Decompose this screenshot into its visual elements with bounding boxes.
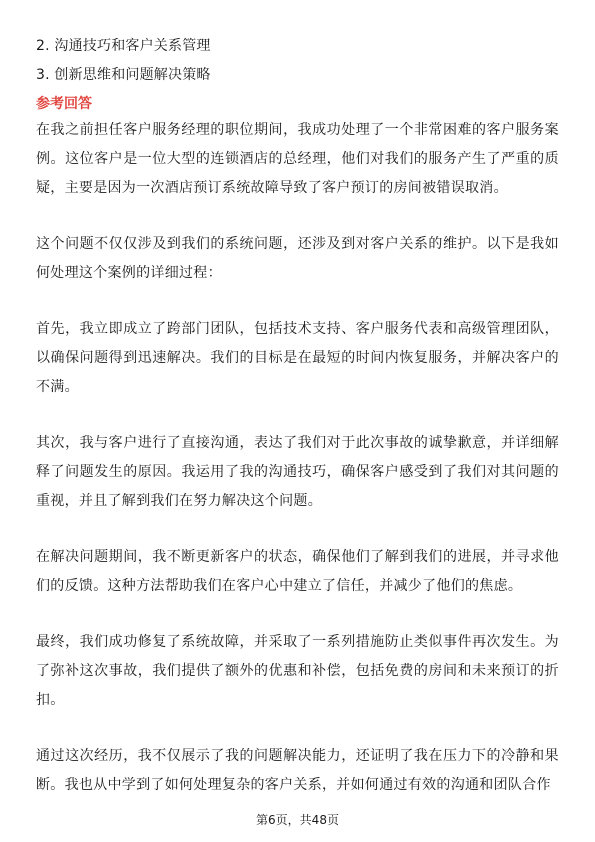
paragraph-second-step: 其次，我与客户进行了直接沟通，表达了我们对于此次事故的诚挚歉意，并详细解释了问题发生的原因。我运用了我的沟通技巧，确保客户感受到了我们对其问题的重视，并且了解到我们在努力解决这个问题。 (36, 435, 559, 509)
paragraph-resolution: 最终，我们成功修复了系统故障，并采取了一系列措施防止类似事件再次发生。为了弥补这次事故，我们提供了额外的优惠和补偿，包括免费的房间和未来预订的折扣。 (36, 634, 559, 708)
list-item-communication: 2. 沟通技巧和客户关系管理 (36, 38, 211, 54)
reference-answer-heading: 参考回答 (36, 96, 92, 112)
paragraph-intro: 在我之前担任客户服务经理的职位期间，我成功处理了一个非常困难的客户服务案例。这位客户是一位大型的连锁酒店的总经理，他们对我们的服务产生了严重的质疑，主要是因为一次酒店预订系统故障导致了客户预订的房间被错误取消。 (36, 122, 559, 196)
paragraph-overview: 这个问题不仅仅涉及到我们的系统问题，还涉及到对客户关系的维护。以下是我如何处理这个案例的详细过程： (36, 236, 559, 281)
page-footer: 第6页，共48页 (256, 813, 339, 827)
paragraph-updates: 在解决问题期间，我不断更新客户的状态，确保他们了解到我们的进展，并寻求他们的反馈。这种方法帮助我们在客户心中建立了信任，并减少了他们的焦虑。 (36, 549, 559, 594)
paragraph-conclusion: 通过这次经历，我不仅展示了我的问题解决能力，还证明了我在压力下的冷静和果断。我也从中学到了如何处理复杂的客户关系，并如何通过有效的沟通和团队合作 (36, 748, 559, 793)
page-content (36, 36, 559, 827)
list-item-innovation: 3. 创新思维和问题解决策略 (36, 67, 211, 83)
paragraph-first-step: 首先，我立即成立了跨部门团队，包括技术支持、客户服务代表和高级管理团队，以确保问题得到迅速解决。我们的目标是在最短的时间内恢复服务，并解决客户的不满。 (36, 321, 559, 395)
